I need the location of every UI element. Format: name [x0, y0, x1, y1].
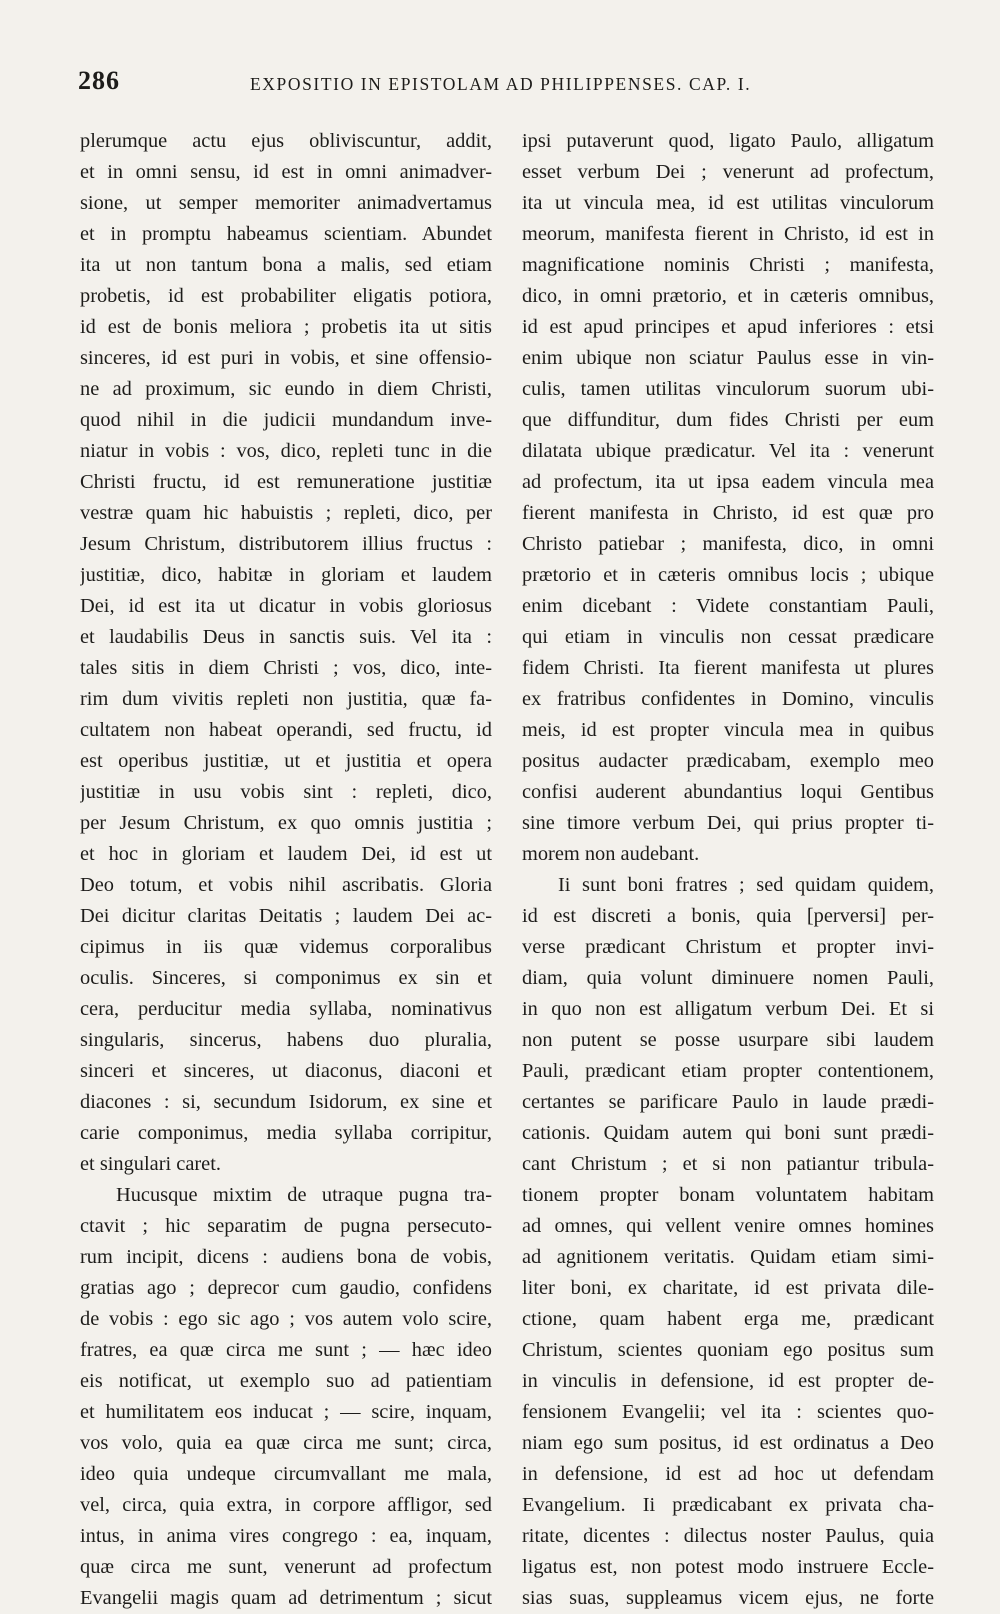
text-line: et singulari caret. [80, 1153, 221, 1175]
text-line: justitiæ, dico, habitæ in gloriam et laudem [80, 564, 492, 586]
text-line: qui etiam in vinculis non cessat prædicare [522, 626, 934, 648]
text-line: in vinculis in defensione, id est propter de- [522, 1370, 934, 1392]
text-line: fidem Christi. Ita fierent manifesta ut plures [522, 657, 934, 679]
text-line: esset verbum Dei ; venerunt ad profectum, [522, 161, 934, 183]
text-line: ne ad proximum, sic eundo in diem Christi, [80, 378, 492, 400]
text-line: est operibus justitiæ, ut et justitia et opera [80, 750, 492, 772]
text-line: cant Christum ; et si non patiantur tribula- [522, 1153, 934, 1175]
text-line: in defensione, id est ad hoc ut defendam [522, 1463, 934, 1485]
text-line: vos volo, quia ea quæ circa me sunt; circa, [80, 1432, 492, 1454]
text-line: non putent se posse usurpare sibi laudem [522, 1029, 934, 1051]
text-line: meorum, manifesta fierent in Christo, id est in [522, 223, 934, 245]
text-line: sine timore verbum Dei, qui prius propter ti- [522, 812, 934, 834]
text-line: id est de bonis meliora ; probetis ita ut sitis [80, 316, 492, 338]
right-text-column [522, 126, 934, 1614]
text-line: rim dum vivitis repleti non justitia, quæ fa- [80, 688, 492, 710]
text-line: ipsi putaverunt quod, ligato Paulo, alligatum [522, 130, 934, 152]
text-line: singularis, sincerus, habens duo pluralia, [80, 1029, 492, 1051]
text-line: confisi auderent abundantius loqui Gentibus [522, 781, 934, 803]
text-line: de vobis : ego sic ago ; vos autem volo scire, [80, 1308, 492, 1330]
text-line: diacones : si, secundum Isidorum, ex sine et [80, 1091, 492, 1113]
text-line: vel, circa, quia extra, in corpore affligor, sed [80, 1494, 492, 1516]
text-line: enim dicebant : Videte constantiam Pauli, [522, 595, 934, 617]
text-line: cationis. Quidam autem qui boni sunt prædi- [522, 1122, 934, 1144]
text-line: Pauli, prædicant etiam propter contentionem, [522, 1060, 934, 1082]
text-line: certantes se parificare Paulo in laude prædi- [522, 1091, 934, 1113]
text-line: carie componimus, media syllaba corripitur, [80, 1122, 492, 1144]
text-line: sione, ut semper memoriter animadvertamus [80, 192, 492, 214]
text-line: quod nihil in die judicii mundandum inve- [80, 409, 492, 431]
text-line: oculis. Sinceres, si componimus ex sin et [80, 967, 492, 989]
text-line: cultatem non habeat operandi, sed fructu, id [80, 719, 492, 741]
text-line: sinceres, id est puri in vobis, et sine offensio- [80, 347, 492, 369]
text-line: ad omnes, qui vellent venire omnes homines [522, 1215, 934, 1237]
text-line: Jesum Christum, distributorem illius fructus : [80, 533, 492, 555]
text-line: Christi fructu, id est remuneratione justitiæ [80, 471, 492, 493]
text-line: cipimus in iis quæ videmus corporalibus [80, 936, 492, 958]
text-line: et in promptu habeamus scientiam. Abundet [80, 223, 492, 245]
text-line: ctavit ; hic separatim de pugna persecuto- [80, 1215, 492, 1237]
text-line: fensionem Evangelii; vel ita : scientes quo- [522, 1401, 934, 1423]
text-line: tionem propter bonam voluntatem habitam [522, 1184, 934, 1206]
text-line: niam ego sum positus, id est ordinatus a Deo [522, 1432, 934, 1454]
text-line: ideo quia undeque circumvallant me mala, [80, 1463, 492, 1485]
text-line: id est apud principes et apud inferiores : etsi [522, 316, 934, 338]
text-line: et laudabilis Deus in sanctis suis. Vel ita : [80, 626, 492, 648]
left-text-column [80, 126, 492, 1614]
text-line: prætorio et in cæteris omnibus locis ; ubique [522, 564, 934, 586]
text-line: Evangelii magis quam ad detrimentum ; sicut [80, 1587, 492, 1609]
text-line: Christo patiebar ; manifesta, dico, in omni [522, 533, 934, 555]
text-line: Evangelium. Ii prædicabant ex privata cha- [522, 1494, 934, 1516]
text-line: morem non audebant. [522, 843, 700, 865]
text-line: tales sitis in diem Christi ; vos, dico, inte- [80, 657, 492, 679]
text-line: ctione, quam habent erga me, prædicant [522, 1308, 934, 1330]
text-line: Dei dicitur claritas Deitatis ; laudem Dei ac- [80, 905, 492, 927]
page-header [78, 62, 948, 102]
text-line: ita ut vincula mea, id est utilitas vinculorum [522, 192, 934, 214]
text-line: sinceri et sinceres, ut diaconus, diaconi et [80, 1060, 492, 1082]
text-line: que diffunditur, dum fides Christi per eum [522, 409, 934, 431]
text-line: fierent manifesta in Christo, id est quæ pro [522, 502, 934, 524]
text-line: vestræ quam hic habuistis ; repleti, dico, per [80, 502, 492, 524]
page-number: 286 [78, 66, 120, 95]
text-line: culis, tamen utilitas vinculorum suorum ubi- [522, 378, 934, 400]
text-line: Hucusque mixtim de utraque pugna tra- [116, 1184, 492, 1206]
text-line: verse prædicant Christum et propter invi- [522, 936, 934, 958]
text-line: positus audacter prædicabam, exemplo meo [522, 750, 934, 772]
text-line: justitiæ in usu vobis sint : repleti, dico, [80, 781, 492, 803]
text-line: et humilitatem eos inducat ; — scire, inquam, [80, 1401, 492, 1423]
text-line: eis notificat, ut exemplo suo ad patientiam [80, 1370, 492, 1392]
text-line: per Jesum Christum, ex quo omnis justitia ; [80, 812, 492, 834]
text-line: dico, in omni prætorio, et in cæteris omnibus, [522, 285, 934, 307]
text-line: rum incipit, dicens : audiens bona de vobis, [80, 1246, 492, 1268]
text-line: diam, quia volunt diminuere nomen Pauli, [522, 967, 934, 989]
text-line: quæ circa me sunt, venerunt ad profectum [80, 1556, 492, 1578]
text-line: ad profectum, ita ut ipsa eadem vincula mea [522, 471, 934, 493]
text-line: niatur in vobis : vos, dico, repleti tunc in die [80, 440, 492, 462]
text-line: ita ut non tantum bona a malis, sed etiam [80, 254, 492, 276]
text-line: et hoc in gloriam et laudem Dei, id est ut [80, 843, 492, 865]
text-line: cera, perducitur media syllaba, nominativus [80, 998, 492, 1020]
text-line: enim ubique non sciatur Paulus esse in vin- [522, 347, 934, 369]
text-line: ex fratribus confidentes in Domino, vinculis [522, 688, 934, 710]
text-line: ad agnitionem veritatis. Quidam etiam simi- [522, 1246, 934, 1268]
text-line: plerumque actu ejus obliviscuntur, addit, [80, 130, 492, 152]
text-line: probetis, id est probabiliter eligatis potiora, [80, 285, 492, 307]
text-line: gratias ago ; deprecor cum gaudio, confidens [80, 1277, 492, 1299]
text-line: sias suas, suppleamus vicem ejus, ne forte [522, 1587, 934, 1609]
text-line: in quo non est alligatum verbum Dei. Et si [522, 998, 934, 1020]
running-title: EXPOSITIO IN EPISTOLAM AD PHILIPPENSES. CAP. I. [250, 74, 752, 94]
text-line: magnificatione nominis Christi ; manifesta, [522, 254, 934, 276]
text-line: ritate, dicentes : dilectus noster Paulus, quia [522, 1525, 934, 1547]
text-line: id est discreti a bonis, quia [perversi] per- [522, 905, 934, 927]
text-line: Ii sunt boni fratres ; sed quidam quidem, [558, 874, 934, 896]
text-line: fratres, ea quæ circa me sunt ; — hæc ideo [80, 1339, 492, 1361]
text-line: dilatata ubique prædicatur. Vel ita : venerunt [522, 440, 934, 462]
text-line: Christum, scientes quoniam ego positus sum [522, 1339, 934, 1361]
text-line: ligatus est, non potest modo instruere Eccle- [522, 1556, 934, 1578]
text-line: Dei, id est ita ut dicatur in vobis gloriosus [80, 595, 492, 617]
text-line: et in omni sensu, id est in omni animadver- [80, 161, 492, 183]
text-line: intus, in anima vires congrego : ea, inquam, [80, 1525, 492, 1547]
text-line: Deo totum, et vobis nihil ascribatis. Gloria [80, 874, 492, 896]
text-line: liter boni, ex charitate, id est privata dile- [522, 1277, 934, 1299]
text-line: meis, id est propter vincula mea in quibus [522, 719, 934, 741]
